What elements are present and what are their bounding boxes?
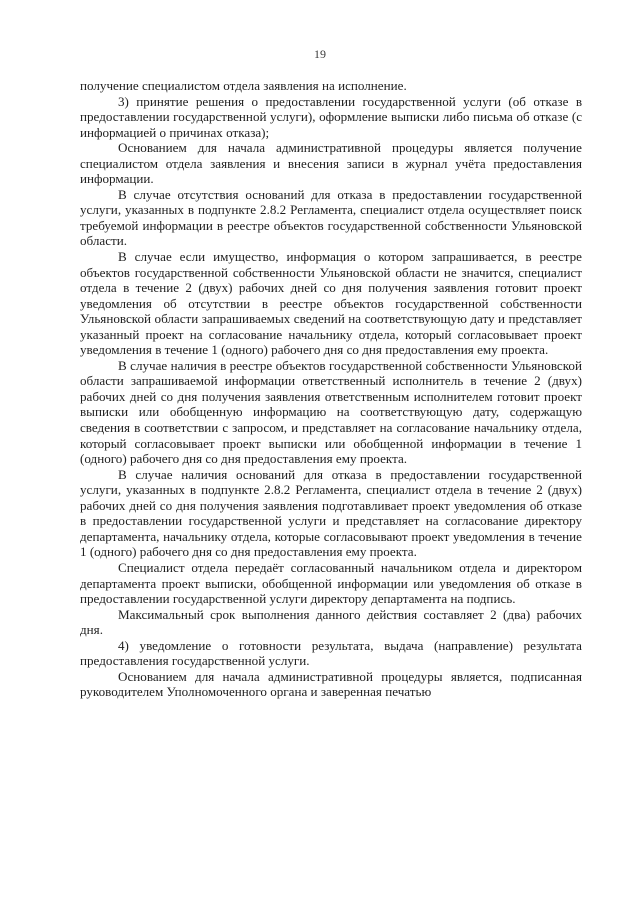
paragraph-information-present: В случае наличия в реестре объектов государственной собственности Ульяновской области запрашиваемой информации ответственный исполнитель в течение 2 (двух) рабочих дней со дня получения заявления ответственным исполнителем готовит проект выписки или обобщенную информацию на соответствующую дату, содержащую сведения в соответствии с запросом, и представляет на согласование начальнику отдела, который согласовывает проект выписки или обобщенной информации в течение 1 (одного) рабочего дня со дня предоставления ему проекта.: [80, 357, 582, 467]
paragraph-step-4: 4) уведомление о готовности результата, выдача (направление) результата предоставления государственной услуги.: [80, 637, 582, 669]
paragraph-refusal-grounds: В случае наличия оснований для отказа в предоставлении государственной услуги, указанных в подпункте 2.8.2 Регламента, специалист отдела в течение 2 (двух) рабочих дней со дня получения заявления подготавливает проект уведомления об отказе в предоставлении государственной услуги и представляет на согласование директору департамента, начальнику отдела, которые согласовывают проект уведомления в течение 1 (одного) рабочего дня со дня предоставления ему проекта.: [80, 466, 582, 560]
paragraph-no-refusal-grounds: В случае отсутствия оснований для отказа в предоставлении государственной услуги, указанных в подпункте 2.8.2 Регламента, специалист отдела осуществляет поиск требуемой информации в реестре объектов государственной собственности Ульяновской области.: [80, 186, 582, 249]
paragraph-max-duration: Максимальный срок выполнения данного действия составляет 2 (два) рабочих дня.: [80, 606, 582, 638]
page-number: 19: [314, 47, 326, 61]
paragraph-basis-step-4: Основанием для начала административной процедуры является, подписанная руководителем Уполномоченного органа и заверенная печатью: [80, 668, 582, 700]
paragraph-transfer-for-signature: Специалист отдела передаёт согласованный начальником отдела и директором департамента проект выписки, обобщенной информации или уведомления об отказе в предоставлении государственной услуги директору департамента на подпись.: [80, 559, 582, 607]
document-body: [80, 78, 582, 700]
paragraph-property-not-listed: В случае если имущество, информация о котором запрашивается, в реестре объектов государственной собственности Ульяновской области не значится, специалист отдела в течение 2 (двух) рабочих дней со дня получения заявления готовит проект уведомления об отсутствии в реестре объектов государственной собственности Ульяновской области запрашиваемых сведений на соответствующую дату и представляет указанный проект на согласование начальнику отдела, который согласовывает проект уведомления в течение 1 (одного) рабочего дня со дня предоставления ему проекта.: [80, 249, 582, 358]
paragraph-step-3: 3) принятие решения о предоставлении государственной услуги (об отказе в предоставлении государственной услуги), оформление выписки либо письма об отказе (с информацией о причинах отказа);: [80, 93, 582, 140]
paragraph-basis-step-3: Основанием для начала административной процедуры является получение специалистом отдела заявления и внесения записи в журнал учёта предоставления информации.: [80, 140, 582, 187]
paragraph-continuation: получение специалистом отдела заявления на исполнение.: [80, 78, 407, 93]
